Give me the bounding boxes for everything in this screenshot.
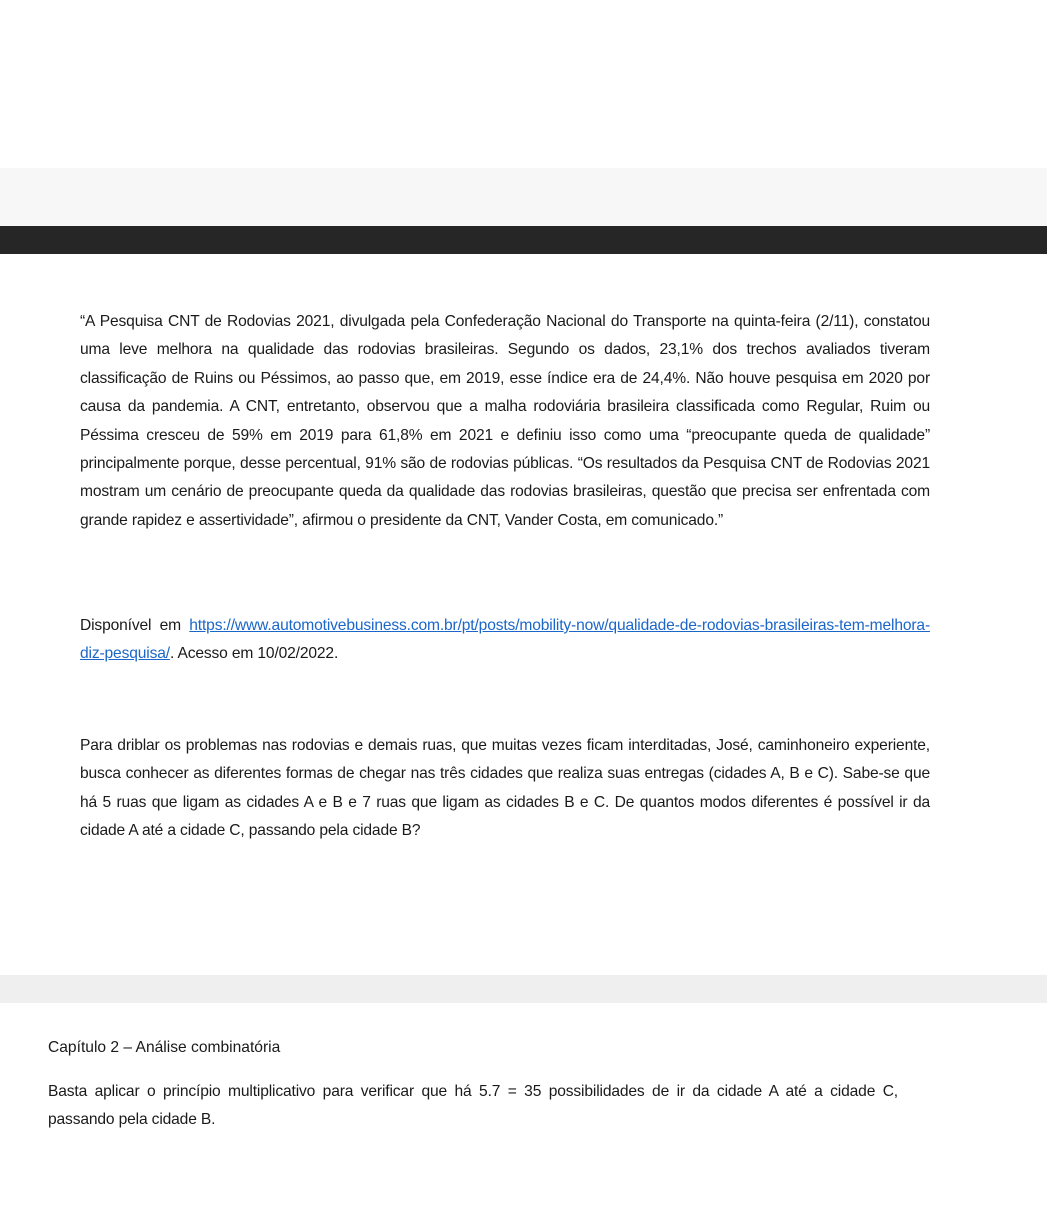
question-prompt: Para driblar os problemas nas rodovias e demais ruas, que muitas vezes ficam interditadas, José, caminhoneiro experiente, busca conhecer as diferentes formas de chegar nas três cidades que realiza suas entregas (cidades A, B e C). Sabe-se que há 5 ruas que ligam as cidades A e B e 7 ruas que ligam as cidades B e C. De quantos modos diferentes é possível ir da cidade A até a cidade C, passando pela cidade B? bbox=[80, 737, 930, 840]
source-suffix: . Acesso em 10/02/2022. bbox=[169, 645, 339, 663]
quote-paragraph: “A Pesquisa CNT de Rodovias 2021, divulgada pela Confederação Nacional do Transporte na quinta-feira (2/11), constatou uma leve melhora na qualidade das rodovias brasileiras. Segundo os dados, 23,1% dos trechos avaliados tiveram classificação de Ruins ou Péssimos, ao passo que, em 2019, esse índice era de 24,4%. Não houve pesquisa em 2020 por causa da pandemia. A CNT, entretanto, observou que a malha rodoviária brasileira classificada como Regular, Ruim ou Péssima cresceu de 59% em 2019 para 61,8% em 2021 e definiu isso como uma “preocupante queda de qualidade” principalmente porque, desse percentual, 91% são de rodovias públicas. “Os resultados da Pesquisa CNT de Rodovias 2021 mostram um cenário de preocupante queda da qualidade das rodovias brasileiras, questão que precisa ser enfrentada com grande rapidez e assertividade”, afirmou o presidente da CNT, Vander Costa, em comunicado.” bbox=[80, 313, 930, 529]
solution-text: Basta aplicar o princípio multiplicativo para verificar que há 5.7 = 35 possibilidades de ir da cidade A até a cidade C, passando pela cidade B. bbox=[48, 1083, 898, 1129]
solution-chapter: Capítulo 2 – Análise combinatória bbox=[48, 1039, 281, 1056]
header-dark-bar bbox=[0, 226, 1047, 254]
source-prefix: Disponível em bbox=[80, 617, 190, 634]
source-citation bbox=[80, 612, 930, 669]
header-band bbox=[0, 168, 1047, 226]
source-link[interactable]: https://www.automotivebusiness.com.br/pt/posts/mobility-now/qualidade-de-rodovias-brasileiras-tem-melhora-diz-pesquisa/ bbox=[80, 617, 930, 663]
section-divider bbox=[0, 975, 1047, 1003]
